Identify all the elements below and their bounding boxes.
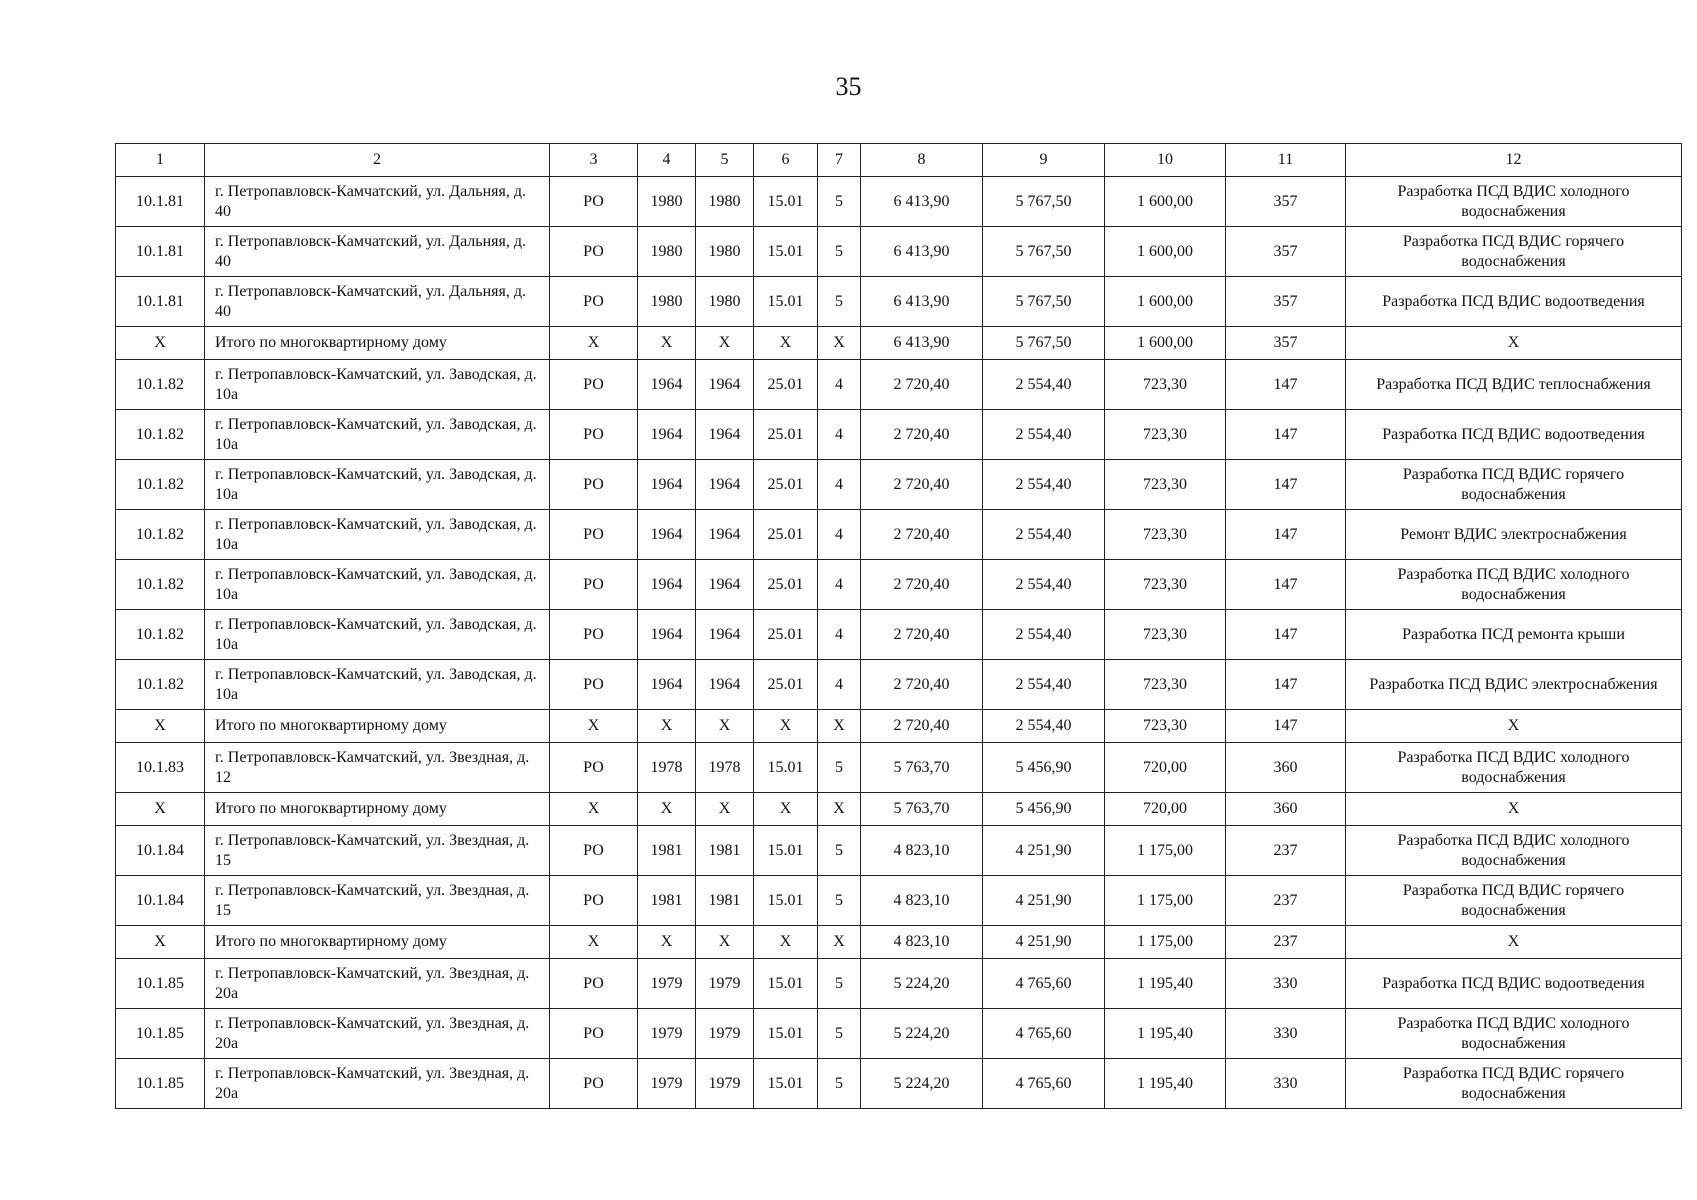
cell-year-built: X — [638, 710, 696, 743]
cell-residents: 357 — [1226, 227, 1346, 277]
cell-series: 25.01 — [754, 460, 818, 510]
cell-address: г. Петропавловск-Камчатский, ул. Дальняя, д. 40 — [205, 227, 550, 277]
table-row — [116, 560, 1682, 610]
cell-total-area: 2 720,40 — [861, 710, 983, 743]
cell-ownership: X — [550, 926, 638, 959]
cell-residents: 237 — [1226, 926, 1346, 959]
cell-floors: 5 — [818, 1059, 861, 1109]
cell-address: г. Петропавловск-Камчатский, ул. Дальняя, д. 40 — [205, 177, 550, 227]
cell-index: 10.1.83 — [116, 743, 205, 793]
cell-nonresidential-area: 1 195,40 — [1105, 1009, 1226, 1059]
cell-floors: 4 — [818, 560, 861, 610]
page-number: 35 — [835, 72, 862, 101]
cell-floors: 4 — [818, 410, 861, 460]
cell-ownership: РО — [550, 959, 638, 1009]
cell-ownership: РО — [550, 1059, 638, 1109]
cell-nonresidential-area: 723,30 — [1105, 660, 1226, 710]
cell-total-area: 6 413,90 — [861, 227, 983, 277]
cell-nonresidential-area: 1 600,00 — [1105, 277, 1226, 327]
cell-total-area: 2 720,40 — [861, 610, 983, 660]
cell-year-commissioned: X — [696, 710, 754, 743]
cell-year-commissioned: 1964 — [696, 410, 754, 460]
table-row — [116, 743, 1682, 793]
cell-address: Итого по многоквартирному дому — [205, 793, 550, 826]
cell-residential-area: 2 554,40 — [983, 410, 1105, 460]
cell-ownership: РО — [550, 1009, 638, 1059]
cell-work-type: Разработка ПСД ВДИС горячего водоснабжения — [1346, 876, 1682, 926]
cell-index: 10.1.85 — [116, 1059, 205, 1109]
cell-residents: 147 — [1226, 560, 1346, 610]
total-row — [116, 710, 1682, 743]
cell-year-built: 1964 — [638, 360, 696, 410]
cell-residential-area: 2 554,40 — [983, 560, 1105, 610]
cell-address: г. Петропавловск-Камчатский, ул. Заводская, д. 10а — [205, 510, 550, 560]
cell-year-built: 1980 — [638, 277, 696, 327]
cell-work-type: X — [1346, 710, 1682, 743]
cell-floors: X — [818, 926, 861, 959]
cell-year-commissioned: 1981 — [696, 826, 754, 876]
cell-series: 25.01 — [754, 410, 818, 460]
cell-year-commissioned: 1978 — [696, 743, 754, 793]
cell-address: г. Петропавловск-Камчатский, ул. Заводская, д. 10а — [205, 360, 550, 410]
table-row — [116, 1009, 1682, 1059]
cell-year-commissioned: X — [696, 793, 754, 826]
cell-year-commissioned: 1980 — [696, 227, 754, 277]
header-row — [116, 144, 1682, 177]
cell-total-area: 4 823,10 — [861, 926, 983, 959]
cell-work-type: Разработка ПСД ВДИС холодного водоснабжения — [1346, 177, 1682, 227]
cell-year-commissioned: 1964 — [696, 460, 754, 510]
cell-floors: 4 — [818, 360, 861, 410]
cell-year-built: 1981 — [638, 876, 696, 926]
cell-residents: 147 — [1226, 510, 1346, 560]
cell-work-type: X — [1346, 327, 1682, 360]
cell-year-built: 1964 — [638, 610, 696, 660]
cell-residents: 357 — [1226, 327, 1346, 360]
cell-address: г. Петропавловск-Камчатский, ул. Заводская, д. 10а — [205, 410, 550, 460]
cell-work-type: Разработка ПСД ВДИС водоотведения — [1346, 277, 1682, 327]
cell-total-area: 2 720,40 — [861, 360, 983, 410]
cell-series: 25.01 — [754, 560, 818, 610]
cell-floors: 4 — [818, 660, 861, 710]
cell-year-built: X — [638, 793, 696, 826]
cell-residents: 147 — [1226, 460, 1346, 510]
cell-work-type: X — [1346, 926, 1682, 959]
total-row — [116, 926, 1682, 959]
cell-index: 10.1.82 — [116, 510, 205, 560]
cell-work-type: Разработка ПСД ВДИС водоотведения — [1346, 410, 1682, 460]
table-row — [116, 277, 1682, 327]
column-header: 3 — [550, 144, 638, 177]
cell-nonresidential-area: 1 195,40 — [1105, 1059, 1226, 1109]
table-row — [116, 410, 1682, 460]
cell-nonresidential-area: 1 600,00 — [1105, 177, 1226, 227]
cell-address: г. Петропавловск-Камчатский, ул. Звездная, д. 20а — [205, 1059, 550, 1109]
cell-year-commissioned: 1964 — [696, 560, 754, 610]
cell-nonresidential-area: 1 600,00 — [1105, 227, 1226, 277]
cell-residential-area: 4 251,90 — [983, 826, 1105, 876]
cell-work-type: Разработка ПСД ВДИС холодного водоснабжения — [1346, 743, 1682, 793]
cell-total-area: 6 413,90 — [861, 327, 983, 360]
cell-year-built: X — [638, 327, 696, 360]
cell-index: 10.1.85 — [116, 1009, 205, 1059]
column-header: 6 — [754, 144, 818, 177]
cell-year-commissioned: 1981 — [696, 876, 754, 926]
cell-year-commissioned: 1964 — [696, 660, 754, 710]
cell-series: 25.01 — [754, 360, 818, 410]
cell-floors: X — [818, 793, 861, 826]
cell-residents: 360 — [1226, 743, 1346, 793]
cell-series: 25.01 — [754, 610, 818, 660]
cell-index: 10.1.82 — [116, 460, 205, 510]
cell-address: Итого по многоквартирному дому — [205, 926, 550, 959]
cell-work-type: X — [1346, 793, 1682, 826]
table-row — [116, 460, 1682, 510]
cell-residential-area: 5 767,50 — [983, 177, 1105, 227]
cell-total-area: 2 720,40 — [861, 410, 983, 460]
cell-work-type: Разработка ПСД ВДИС теплоснабжения — [1346, 360, 1682, 410]
cell-floors: X — [818, 327, 861, 360]
cell-residential-area: 4 765,60 — [983, 959, 1105, 1009]
cell-total-area: 6 413,90 — [861, 277, 983, 327]
cell-nonresidential-area: 1 175,00 — [1105, 926, 1226, 959]
cell-total-area: 2 720,40 — [861, 560, 983, 610]
cell-residential-area: 4 251,90 — [983, 926, 1105, 959]
cell-residents: 147 — [1226, 710, 1346, 743]
cell-nonresidential-area: 723,30 — [1105, 510, 1226, 560]
cell-index: 10.1.82 — [116, 560, 205, 610]
cell-series: 15.01 — [754, 177, 818, 227]
cell-ownership: РО — [550, 743, 638, 793]
cell-nonresidential-area: 723,30 — [1105, 410, 1226, 460]
cell-floors: 4 — [818, 510, 861, 560]
cell-address: г. Петропавловск-Камчатский, ул. Дальняя, д. 40 — [205, 277, 550, 327]
cell-address: Итого по многоквартирному дому — [205, 327, 550, 360]
cell-index: 10.1.81 — [116, 227, 205, 277]
cell-floors: 5 — [818, 177, 861, 227]
cell-year-built: X — [638, 926, 696, 959]
cell-residents: 147 — [1226, 410, 1346, 460]
cell-work-type: Разработка ПСД ВДИС горячего водоснабжения — [1346, 460, 1682, 510]
cell-ownership: X — [550, 793, 638, 826]
cell-residents: 147 — [1226, 660, 1346, 710]
cell-index: 10.1.82 — [116, 610, 205, 660]
cell-series: 25.01 — [754, 660, 818, 710]
column-header: 4 — [638, 144, 696, 177]
column-header: 12 — [1346, 144, 1682, 177]
column-header: 1 — [116, 144, 205, 177]
cell-series: 25.01 — [754, 510, 818, 560]
cell-nonresidential-area: 1 175,00 — [1105, 876, 1226, 926]
cell-address: г. Петропавловск-Камчатский, ул. Заводская, д. 10а — [205, 610, 550, 660]
cell-address: г. Петропавловск-Камчатский, ул. Заводская, д. 10а — [205, 560, 550, 610]
cell-nonresidential-area: 723,30 — [1105, 710, 1226, 743]
cell-residential-area: 5 767,50 — [983, 327, 1105, 360]
cell-address: г. Петропавловск-Камчатский, ул. Звездная, д. 15 — [205, 826, 550, 876]
cell-residential-area: 5 767,50 — [983, 227, 1105, 277]
table-row — [116, 177, 1682, 227]
cell-residential-area: 2 554,40 — [983, 360, 1105, 410]
cell-index: X — [116, 327, 205, 360]
cell-residential-area: 4 765,60 — [983, 1009, 1105, 1059]
cell-residents: 147 — [1226, 360, 1346, 410]
cell-year-commissioned: 1979 — [696, 1009, 754, 1059]
cell-year-commissioned: X — [696, 926, 754, 959]
total-row — [116, 793, 1682, 826]
table-row — [116, 510, 1682, 560]
cell-total-area: 2 720,40 — [861, 460, 983, 510]
cell-ownership: РО — [550, 277, 638, 327]
cell-residents: 237 — [1226, 826, 1346, 876]
cell-year-built: 1964 — [638, 510, 696, 560]
cell-residential-area: 5 456,90 — [983, 743, 1105, 793]
cell-ownership: РО — [550, 876, 638, 926]
cell-floors: X — [818, 710, 861, 743]
cell-series: X — [754, 926, 818, 959]
cell-year-built: 1979 — [638, 1059, 696, 1109]
cell-index: 10.1.82 — [116, 660, 205, 710]
table-row — [116, 660, 1682, 710]
cell-floors: 5 — [818, 227, 861, 277]
cell-floors: 4 — [818, 460, 861, 510]
cell-year-built: 1980 — [638, 227, 696, 277]
cell-year-commissioned: 1964 — [696, 360, 754, 410]
cell-series: 15.01 — [754, 1009, 818, 1059]
cell-total-area: 5 224,20 — [861, 1059, 983, 1109]
cell-residential-area: 2 554,40 — [983, 610, 1105, 660]
total-row — [116, 327, 1682, 360]
cell-year-commissioned: X — [696, 327, 754, 360]
cell-index: X — [116, 926, 205, 959]
cell-residents: 357 — [1226, 177, 1346, 227]
cell-series: 15.01 — [754, 743, 818, 793]
cell-residents: 237 — [1226, 876, 1346, 926]
cell-nonresidential-area: 1 600,00 — [1105, 327, 1226, 360]
cell-address: г. Петропавловск-Камчатский, ул. Звездная, д. 20а — [205, 1009, 550, 1059]
cell-nonresidential-area: 1 195,40 — [1105, 959, 1226, 1009]
column-header: 5 — [696, 144, 754, 177]
column-header: 2 — [205, 144, 550, 177]
cell-ownership: РО — [550, 826, 638, 876]
cell-year-commissioned: 1964 — [696, 510, 754, 560]
cell-index: 10.1.84 — [116, 876, 205, 926]
cell-index: 10.1.81 — [116, 177, 205, 227]
cell-nonresidential-area: 720,00 — [1105, 793, 1226, 826]
cell-year-commissioned: 1980 — [696, 177, 754, 227]
cell-nonresidential-area: 723,30 — [1105, 610, 1226, 660]
cell-ownership: РО — [550, 460, 638, 510]
cell-total-area: 2 720,40 — [861, 510, 983, 560]
cell-address: г. Петропавловск-Камчатский, ул. Звездная, д. 12 — [205, 743, 550, 793]
cell-work-type: Разработка ПСД ремонта крыши — [1346, 610, 1682, 660]
cell-floors: 5 — [818, 1009, 861, 1059]
cell-residential-area: 4 251,90 — [983, 876, 1105, 926]
cell-floors: 5 — [818, 959, 861, 1009]
cell-series: 15.01 — [754, 876, 818, 926]
cell-year-commissioned: 1979 — [696, 1059, 754, 1109]
cell-total-area: 2 720,40 — [861, 660, 983, 710]
cell-address: г. Петропавловск-Камчатский, ул. Заводская, д. 10а — [205, 660, 550, 710]
cell-residential-area: 2 554,40 — [983, 460, 1105, 510]
cell-ownership: РО — [550, 510, 638, 560]
cell-residential-area: 4 765,60 — [983, 1059, 1105, 1109]
cell-floors: 4 — [818, 610, 861, 660]
cell-work-type: Разработка ПСД ВДИС водоотведения — [1346, 959, 1682, 1009]
cell-ownership: РО — [550, 660, 638, 710]
cell-residents: 330 — [1226, 1009, 1346, 1059]
cell-total-area: 5 763,70 — [861, 743, 983, 793]
column-header: 8 — [861, 144, 983, 177]
cell-nonresidential-area: 720,00 — [1105, 743, 1226, 793]
cell-work-type: Разработка ПСД ВДИС электроснабжения — [1346, 660, 1682, 710]
cell-nonresidential-area: 723,30 — [1105, 560, 1226, 610]
cell-work-type: Ремонт ВДИС электроснабжения — [1346, 510, 1682, 560]
cell-residential-area: 2 554,40 — [983, 710, 1105, 743]
cell-work-type: Разработка ПСД ВДИС горячего водоснабжения — [1346, 227, 1682, 277]
cell-ownership: РО — [550, 177, 638, 227]
cell-floors: 5 — [818, 277, 861, 327]
cell-total-area: 5 224,20 — [861, 959, 983, 1009]
cell-residents: 357 — [1226, 277, 1346, 327]
cell-residential-area: 5 767,50 — [983, 277, 1105, 327]
cell-year-built: 1980 — [638, 177, 696, 227]
column-header: 9 — [983, 144, 1105, 177]
cell-year-built: 1964 — [638, 560, 696, 610]
cell-residents: 360 — [1226, 793, 1346, 826]
cell-work-type: Разработка ПСД ВДИС холодного водоснабжения — [1346, 826, 1682, 876]
cell-floors: 5 — [818, 743, 861, 793]
cell-index: X — [116, 793, 205, 826]
cell-floors: 5 — [818, 876, 861, 926]
cell-work-type: Разработка ПСД ВДИС горячего водоснабжения — [1346, 1059, 1682, 1109]
cell-year-built: 1964 — [638, 410, 696, 460]
cell-residential-area: 5 456,90 — [983, 793, 1105, 826]
cell-work-type: Разработка ПСД ВДИС холодного водоснабжения — [1346, 1009, 1682, 1059]
cell-nonresidential-area: 1 175,00 — [1105, 826, 1226, 876]
cell-index: 10.1.85 — [116, 959, 205, 1009]
table-body — [116, 144, 1682, 1109]
table-row — [116, 876, 1682, 926]
cell-year-commissioned: 1979 — [696, 959, 754, 1009]
table-row — [116, 826, 1682, 876]
cell-ownership: РО — [550, 610, 638, 660]
cell-series: X — [754, 710, 818, 743]
cell-index: 10.1.82 — [116, 360, 205, 410]
cell-ownership: X — [550, 710, 638, 743]
cell-year-commissioned: 1964 — [696, 610, 754, 660]
cell-series: 15.01 — [754, 1059, 818, 1109]
cell-year-built: 1979 — [638, 959, 696, 1009]
table-row — [116, 610, 1682, 660]
cell-residential-area: 2 554,40 — [983, 510, 1105, 560]
cell-floors: 5 — [818, 826, 861, 876]
cell-year-commissioned: 1980 — [696, 277, 754, 327]
cell-residents: 330 — [1226, 959, 1346, 1009]
table-row — [116, 1059, 1682, 1109]
cell-year-built: 1964 — [638, 460, 696, 510]
data-table — [115, 143, 1682, 1109]
cell-total-area: 5 763,70 — [861, 793, 983, 826]
cell-nonresidential-area: 723,30 — [1105, 360, 1226, 410]
cell-ownership: РО — [550, 360, 638, 410]
column-header: 7 — [818, 144, 861, 177]
cell-nonresidential-area: 723,30 — [1105, 460, 1226, 510]
cell-series: 15.01 — [754, 959, 818, 1009]
cell-total-area: 5 224,20 — [861, 1009, 983, 1059]
cell-total-area: 4 823,10 — [861, 826, 983, 876]
cell-series: X — [754, 793, 818, 826]
cell-year-built: 1978 — [638, 743, 696, 793]
cell-address: Итого по многоквартирному дому — [205, 710, 550, 743]
cell-year-built: 1981 — [638, 826, 696, 876]
cell-total-area: 6 413,90 — [861, 177, 983, 227]
column-header: 11 — [1226, 144, 1346, 177]
cell-year-built: 1964 — [638, 660, 696, 710]
cell-residential-area: 2 554,40 — [983, 660, 1105, 710]
table-row — [116, 360, 1682, 410]
cell-work-type: Разработка ПСД ВДИС холодного водоснабжения — [1346, 560, 1682, 610]
cell-index: 10.1.81 — [116, 277, 205, 327]
table-row — [116, 227, 1682, 277]
cell-residents: 330 — [1226, 1059, 1346, 1109]
cell-index: 10.1.82 — [116, 410, 205, 460]
cell-residents: 147 — [1226, 610, 1346, 660]
cell-series: 15.01 — [754, 227, 818, 277]
cell-series: 15.01 — [754, 277, 818, 327]
table-row — [116, 959, 1682, 1009]
cell-index: X — [116, 710, 205, 743]
cell-series: 15.01 — [754, 826, 818, 876]
cell-year-built: 1979 — [638, 1009, 696, 1059]
cell-address: г. Петропавловск-Камчатский, ул. Заводская, д. 10а — [205, 460, 550, 510]
cell-address: г. Петропавловск-Камчатский, ул. Звездная, д. 20а — [205, 959, 550, 1009]
column-header: 10 — [1105, 144, 1226, 177]
cell-address: г. Петропавловск-Камчатский, ул. Звездная, д. 15 — [205, 876, 550, 926]
cell-ownership: РО — [550, 560, 638, 610]
cell-index: 10.1.84 — [116, 826, 205, 876]
cell-ownership: РО — [550, 410, 638, 460]
cell-ownership: РО — [550, 227, 638, 277]
cell-ownership: X — [550, 327, 638, 360]
cell-series: X — [754, 327, 818, 360]
cell-total-area: 4 823,10 — [861, 876, 983, 926]
